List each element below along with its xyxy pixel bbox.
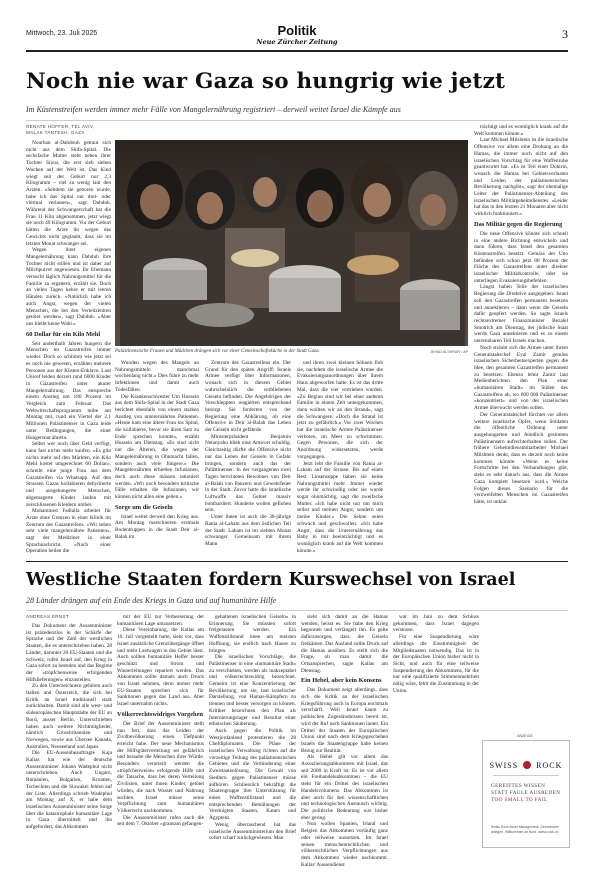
- paragraph: Die Aussenminister rufen auch die seit dem 7. Oktober «grausam gefangen-: [117, 814, 204, 828]
- ad-tagline: [491, 783, 563, 804]
- paragraph: Der Generalstabschef fürchtet vor allem weitere israelische Opfer, wenn Soldaten die öffentliche Ordnung unter ausgehungerten und feindlich gesinnten Palästinensern aufrechterhalten sollen. Der frühere Geheimdienstmitarbeiter Michael Milshtein denkt, dass es derzeit noch keine kommen könnte: «Wenn es keine Fortschritte bei den Verhandlungen gibt, sieht es sehr danach aus, dass die Armee Gaza komplett besetzen wird.» Welche Folgen dieses Szenario für die verzweifelten Menschen im Gazastreifen hätte, ist unklar.: [474, 411, 568, 505]
- ad-fine-print: Swiss Rock Asset Management. Gemeinsam anlegen. Willkommen an Bord. swiss-rock.ch: [491, 825, 559, 834]
- section-title: Politik: [277, 23, 317, 38]
- ad-label: ANZEIGE: [517, 734, 533, 738]
- article-column: [205, 360, 291, 552]
- paragraph: Selbst wer noch über Geld verfügt, kann fast nichts mehr kaufen. «Es gibt nichts mehr auf den Märkten, ein Kilo Mehl kostet umgerechnet 60 Dollar», schreibt eine junge Frau aus dem Gazastreifen via Whatsapp. Auf den Strassen Gazas kollabieren dehydrierte und ausgehungerte Menschen, abgemagerte Kinder laufen mit zerschlissenen Kleidern umher.: [26, 441, 111, 508]
- ad-tagline-line: GEREIFTES WISSEN: [491, 783, 546, 789]
- column-heading: Ein Hebel, aber kein Konsens: [301, 677, 382, 685]
- divider: [26, 610, 568, 611]
- paragraph: gehaltenen israelischen Geiseln» in Erinnerung. Sie müssten sofort freigelassen werden. Ein Waffenstillstand biete am meisten Hoffnung, sie endlich nach Hause zu bringen.: [209, 614, 296, 654]
- paragraph: Mohammed Fadlalla arbeitet für Ärzte ohne Grenzen in einer Klinik im Zentrum des Gazastreifens. «Wir sehen sehr viele mangelernährte Patienten», sagt der Mediziner in einer Sprachnachricht. «Nach einer Operation heilen die: [26, 508, 111, 555]
- header-rule: [26, 50, 568, 52]
- article-column: [297, 360, 383, 552]
- paragraph: Die EU-Aussenbeauftragte Kaja Kallas hat wie der deutsche Aussenminister Johann Wadephul nicht unterschrieben. Auch Ungarn, Rumänien, Bulgarien, Kroatien, Tschechien und die Slowakei fehlen auf der Liste. Allerdings schrieb Wadephul am Montag auf X, er habe dem israelischen Aussenminister seine Sorge über die katastrophale humanitäre Lage in Gaza übermittelt und ihn aufgefordert, das Abkommen: [26, 750, 112, 831]
- news-photo: [115, 140, 468, 346]
- article-column: [301, 614, 388, 868]
- article-headline: Noch nie war Gaza so hungrig wie jetzt: [26, 69, 506, 94]
- paragraph: Ministerpräsident Benjamin Netanyahu blieb eine Antwort schuldig. Gleichzeitig dürfte die Offensive nicht nur das Leben der Geiseln in Gefahr bringen, sondern auch das der Palästinenser. In der vergangenen zwei Tagen berichteten Bewohner von Deir al-Balah von Panzern und Gewehrfeuer in der Stadt. Zuvor hatte die israelische Luftwaffe das Gebiet massiv bombardiert. Hunderte wollen geflohen sein.: [205, 433, 291, 514]
- paragraph: Die neue Offensive könnte sich schnell in eine andere Richtung entwickeln und dann führen, dass Israel den gesamten Küstenstreifen besetzt. Gemäss der Uno befänden sich schon jetzt 88 Prozent der Fläche des Gazastreifens unter direkter israelischer Militärkontrolle, oder sie unterliegen Evakuierungsbefehlen.: [474, 230, 568, 284]
- ad-tagline-line: STATT FAULE AUSREDEN: [491, 790, 561, 796]
- paragraph: Die israelischen Vorschläge, die Palästinenser in eine «humanitäre Stadt» zu verschieben, werden als inakzeptabel und völkerrechtswidrig bezeichnet. Gemeint ist eine Konzentrierung der Bevölkerung, um sie, laut israelischer Darstellung, von Hamas-Kämpfern zu trennen und besser versorgen zu können. Kritiker bezeichnen den Plan als Internierungslager und Resultat einer ethnischen Säuberung.: [209, 654, 296, 728]
- paragraph: Wunden wegen des Mangels an Nahrungsmitteln manchmal wochenlang nicht.» Dies führe zu mehr Infektionen und damit auch Todesfällen.: [115, 360, 199, 393]
- ad-brand-right: ROCK: [536, 761, 563, 770]
- byline-line: MALAK TANTESH, GAZA: [26, 130, 85, 135]
- paragraph: Der Brief der Aussenminister stellt nun fest, dass das Leiden der Zivilbevölkerung einen Tiefpunkt erreicht habe. Der neue Mechanismus der Hilfsgüterverteilung sei gefährlich und beraube die Menschen ihrer Würde. Besonders verurteilt werden die «tröpfchenweise» erfolgende Hilfe und die Tatsache, dass bei deren Verteilung Zivilisten, unter ihnen Kinder, getötet würden, die nach Wasser und Nahrung suchten. Israel müsse seine Verpflichtung zum humanitären Völkerrecht nachkommen.: [117, 720, 204, 814]
- column-heading: Sorge um die Geiseln: [115, 503, 173, 511]
- ad-logo: [483, 761, 569, 770]
- paragraph: Die Krankenschwester Um Hussein aus dem Shifa-Spital in der Stadt Gaza berichtet ebenfalls von einem starken Anstieg von unterernährten Patienten. «Heute kam eine ältere Frau ins Spital, die kollabierte, bevor sie ihren Satz zu Ende sprechen konnte», erzählt Hussein am Dienstag. «Es sind nicht nur die Älteren, die wegen der Mangelernährung in Ohnmacht fallen, sondern auch viele Jüngere.» Die Mangelernährten erhielten Infusionen, doch auch diese müssen rationiert werden. «Wir noch besonders kritische Fälle erhalten die Infusionen, wir können nicht allen eine geben.»: [115, 393, 199, 501]
- paragraph: sieht sich damit an die Hamas wenden, heisst es. Sie habe den Krieg begonnen und verlängert ihn. Es gelte dafürzusorgen, dass die Geiseln freikämen. Das Ausland sollte Druck auf die Hamas ausüben. Es stellt sich die Frage, ob man damit die Ortsansprechen, sagte Kallas am Dienstag.: [301, 614, 388, 674]
- masthead: Neue Zürcher Zeitung: [256, 38, 338, 46]
- paragraph: Längst haben Teile der israelischen Regierung die Direktive ausgegeben: Israel soll den Gazastreifen permanent besetzen und annektieren – dann wenn die Geiseln dafür geopfert werden. So sagte Israels rechtsextremer Finanzminister Bezalel Smotrich am Dienstag, der jüdische Staat werde Gaza annektieren und es zu einem untrennbaren Teil Israels machen.: [474, 284, 568, 345]
- photo-caption: Palästinensische Frauen und Mädchen drängen sich vor einer Gemeinschaftsküche in der Stadt Gaza.: [115, 349, 320, 354]
- page-date: Mittwoch, 23. Juli 2025: [26, 30, 98, 37]
- article-column: [393, 614, 479, 734]
- paragraph: Diese Vereinbarung, die Kallas am 10. Juli vorgestellt hatte, sieht vor, dass Israel zusätzliche Grenzübergänge öffnet und mehr Lastwagen in das Gebiet lässt. Auch sollten humanitäre Helfer besser geschützt und Strom und Wasserleitungen repariert werden. Das Abkommen sollte damals auch Druck von Israel nehmen, denn immer mehr EU-Staaten sprechen sich für Sanktionen gegen das Land aus. Aber Israel unternahm nichts.: [117, 627, 204, 708]
- paragraph: Auch gegen die Politik im Westjordanland protestieren die 28 Chefdiplomaten. Die Pläne der israelischen Verwaltung richten auf die vorzeitige Teilung des palästinensischen Gebietes und die Verhinderung einer Zweistaatenlösung. Die Gewalt von Siedlern gegen Palästinenser müsse aufhören. Schliesslich bekräftigt die Staatengruppe ihre Unterstützung für einen Waffenstillstand und die entsprechenden Bemühungen der Vereinigten Staaten, Katars und Ägyptens.: [209, 727, 296, 822]
- paragraph: Nun wollen Spanien, Irland und Belgien das Abkommen vorläufig ganz oder teilweise aussetzen. Im Israel seinen menschenrechtlichen und völkerrechtlichen Verpflichtungen aus dem Abkommen wieder nachkommt. Kallas' Aussendienst: [301, 821, 388, 868]
- rock-emblem-icon: [523, 761, 531, 769]
- paragraph: Wenig überraschend hat das israelische Aussenministerium den Brief sofort scharf zurückgewiesen. Man: [209, 821, 296, 842]
- paragraph: Seit anderthalb Jahren hungern die Menschen im Gazastreifen immer wieder. Doch so schlimm wie jetzt sei es noch nie gewesen, erzählen mehrere Personen aus der Küsten-Enklave. Laut Unicef leiden derzeit rund 6000 Kinder in Gazastreifen unter akuter Mangelernährung. Das entspreche einem Anstieg um 180 Prozent im Vergleich zum Februar. Das Weltwirtschaftsprogramm teilte am Montag mit, rund ein Viertel der 2,1 Millionen Palästinenser in Gaza leide unter Bedingungen, die einer Hungersnot ähneln.: [26, 340, 111, 441]
- article-subhead: 28 Länder drängen auf ein Ende des Kriegs in Gaza und auf humanitäre Hilfe: [26, 596, 277, 605]
- divider: [26, 120, 568, 121]
- ad-tagline-line: TOO SMALL TO FAIL: [491, 797, 548, 803]
- paragraph: Das Dokument zeigt allerdings, dass sich die Kritik an der israelischen Kriegsführung auch in Europa nochmals verschärft. Weil Israel kaum zu politischen Zugeständnissen bereit ist, wird der Ruf nach Sanktionen lauter. Ein Drittel der Staaten der Europäischen Union sind nach dem Kriegsgeschehen Israels die Staatengruppe habe keinen Bezug zur Realität.: [301, 687, 388, 754]
- page-number: 3: [562, 27, 568, 41]
- photo-illustration: [115, 140, 468, 346]
- paragraph: Zentrum des Gazastreifens ein. Der Grund für den späten Angriff: Israels Armee verfügt über Informationen, wonach sich in diesem Gebiet wahrscheinlich die verbliebenen Geiseln befinden. Die Angehörigen der Verschleppten reagierten entsprechend besorgt. Sie forderten von der Regierung eine Abklärung, ob eine Offensive in Deir al-Balah das Leben der Geiseln nicht gefährde.: [205, 360, 291, 434]
- paragraph: Jetzt lebt die Familie von Rania al-Laham auf der Strasse. Bis auf einen Rest Linsensuppe haben sie keine Nahrungsmittel mehr. Immer wieder werde ihr schwindlig oder sie wurde sogar ohnmächtig, sagt die zweifache Mutter. «Ich habe nicht nur um mich selbst und meinen Angst, sondern um meine Kinder.» Die Sehne seien schwach und geschwollen. «Ich habe Angst, dass die Unterernährung das Baby in mir beeinträchtigt und es womöglich krank auf die Welt kommen könnte.»: [297, 460, 383, 554]
- column-heading: Völkerrechtswidriges Vorgehen: [117, 710, 203, 718]
- photo-credit: JEHAD ALSHRAFI / AP: [430, 350, 468, 354]
- article-separator: [26, 561, 568, 562]
- byline-line: RENATE HOFFER, TEL AVIV,: [26, 124, 95, 129]
- paragraph: Nourhan al-Dahdouh getraut sich nicht aus dem Shifa-Spital. Die sechsfache Mutter steht neben ihrer Tochter Siwar, die erst sieb sieben Wochen auf der Welt ist. Das Kind wiegt seit der Geburt nur 2,3 Kilogramm – viel zu wenig laut den Ärzten. «Seitdem sie geboren wurde, habe ich das Spital nur drei- oder viermal verlassen», sagt Dahduh. Während der Schwangerschaft hat die Frau 11 Kilo abgenommen, jetzt wiegt sie noch 49 Kilogramm. Vor der Geburt hätten die Ärzte ihr wegen des Gewichts nicht geglaubt, dass sie im letzten Monat schwanger sei.: [26, 140, 111, 247]
- paragraph: Für eine Suspendierung wäre allerdings die Einstimmigkeit der Mitgliedstaaten notwendig. Das ist in der Europäischen Union bisher nicht in Sicht, und auch für eine teilweise Suspendierung des Abkommens, für die nur eine qualifizierte Stimmenmehrheit nötig wäre, fehlt die Zustimmung in der Union.: [393, 634, 479, 694]
- paragraph: Zu den Unterzeichnern gehören auch Italien und Österreich, die sich bei Kritik an Israel traditionell stark zurückhalten. Damit sind alle west- und südeuropäischen Hauptstädte der EU an Bord, ausser Berlin. Unterschrieben haben auch weitere Nichtmitglieder, nämlich Grossbritannien und Norwegen, sowie aus Übersee Kanada, Australien, Neuseeland und Japan.: [26, 683, 112, 750]
- article-column: [115, 360, 199, 552]
- paragraph: Noch sträubt sich die Armee unter ihrem Generalstabschef Eyal Zamir gemäss israelischen Sicherheitsexperten gegen die Idee, den gesamten Gazastreifen permanent zu besetzen. Ebenso lehnt Zamir laut Medienberichten den Plan einer «humanitären Stadt» im Süden des Gazastreifens ab, wo 600 000 Palästinenser «konzentriert» und von der israelischen Armee überwacht werden sollen.: [474, 344, 568, 412]
- paragraph: trächtigt und es womöglich krank auf die Welt kommen könnte.»: [474, 124, 568, 137]
- paragraph: und ihren zwei kleinen Söhnen floh sie, nachdem die israelische Armee die Evakuierungsanordnungen über ihrem Haus abgeworfen hatte. Es ist das dritte Mal, dass die vier vertrieben wurden. «Zu Beginn sind wir bei einer anderen Familie in einem Zelt untergekommen, dann wollten wir an den Strand», sagt die Schwangere. «Doch die Strand ist jetzt zu gefährlich.» Vor zwei Wochen hat die israelische Armee Palästinenser verboten, im Meer zu schwimmen. Gegen Personen, die sich der Anordnung widersetzten, werde vorgegangen.: [297, 360, 383, 460]
- article-headline: Westliche Staaten fordern Kurswechsel von Israel: [26, 570, 516, 590]
- paragraph: war im Juni zu dem Schluss gekommen, dass Israel dagegen verstosse.: [393, 614, 479, 634]
- article-column: [474, 124, 568, 552]
- paragraph: mit der EU zur Verbesserung der humanitären Lage umzusetzen.: [117, 614, 204, 627]
- paragraph: Unter ihnen ist auch die 38-jährige Rania al-Laham aus dem östlichen Teil der Stadt. Laham ist im siebten Monat schwanger. Gemeinsam mit ihrem Mann: [205, 514, 291, 547]
- column-heading: 60 Dollar für ein Kilo Mehl: [26, 330, 101, 338]
- paragraph: Wegen ihrer eigenen Mangelernährung kann Dahduh ihre Tochter nicht stillen und ist daher auf Milchpulver angewiesen. Ihr Ehemann versucht täglich Nahrungsmittel für die Familie zu ergattern, erzählt sie. Doch an vielen Tagen kehre er mit leeren Händen zurück. «Natürlich habe ich auch Angst, wegen der vielen Menschen, die bei den Verteilzentren getötet werden», sagt Dahduh. «Aber uns bleibt keine Wahl.»: [26, 247, 111, 327]
- ad-brand-left: SWISS: [489, 761, 519, 770]
- article-column: [209, 614, 296, 859]
- paragraph: Laut Michael Milshtein ist die israelische Offensive vor allem eine Drohung an die Hamas, die immer noch nicht auf den israelischen Vorschlag für eine Waffenruhe geantwortet hat. «Es ist Teil einer Doktrin, wonach die Hamas bei Gebietsverlusten und Leiden der palästinensischen Bevölkerung nachgibt», sagt der ehemalige Leiter der Palästinenser-Abteilung des israelischen Militärgeheimdienstes. «Leider hat das in den letzten 21 Monaten aber nicht wirklich funktioniert.»: [474, 137, 568, 218]
- article-column: [117, 614, 204, 859]
- article-column: [26, 140, 111, 555]
- paragraph: Israel weitet derweil den Krieg aus. Am Montag marschierten erstmals Bodentruppen in die Stadt Deir al-Balah im: [115, 513, 199, 540]
- advertisement[interactable]: [482, 740, 570, 848]
- article-byline: ANDREAS ERNST: [26, 614, 69, 619]
- article-subhead: Im Küstenstreifen werden immer mehr Fälle von Mangelernährung registriert – derweil weitet Israel die Kämpfe aus: [26, 105, 401, 114]
- article-byline: [26, 124, 111, 136]
- ad-divider: [493, 775, 559, 776]
- paragraph: Das Dokument der Aussenminister ist präzedenzlos in der Schärfe der Sprache und der Zahl der westlichen Staaten, die es unterschrieben haben. 28 Länder, darunter 20 EU-Staaten und die Schweiz, rufen Israel auf, den Krieg in Gaza sofort zu beenden und das Regime der «tröpfchenweise erfolgenden Hilfslieferungen» einzustellen.: [26, 623, 112, 683]
- paragraph: Als Hebel gilt vor allem das Assoziierungsabkommen mit Israel, das seit 2000 in Kraft ist. Es ist vor allem ein Freihandelsabkommen – die EU steht für ein Drittel des israelischen Handelsvolumens. Das Abkommen ist aber auch für den wissenschaftlichen und technologischen Austausch wichtig. Die politische Bedeutung war bisher eher gering.: [301, 754, 388, 821]
- article-column: [26, 623, 112, 859]
- column-heading: Das Militär gegen die Regierung: [474, 220, 563, 228]
